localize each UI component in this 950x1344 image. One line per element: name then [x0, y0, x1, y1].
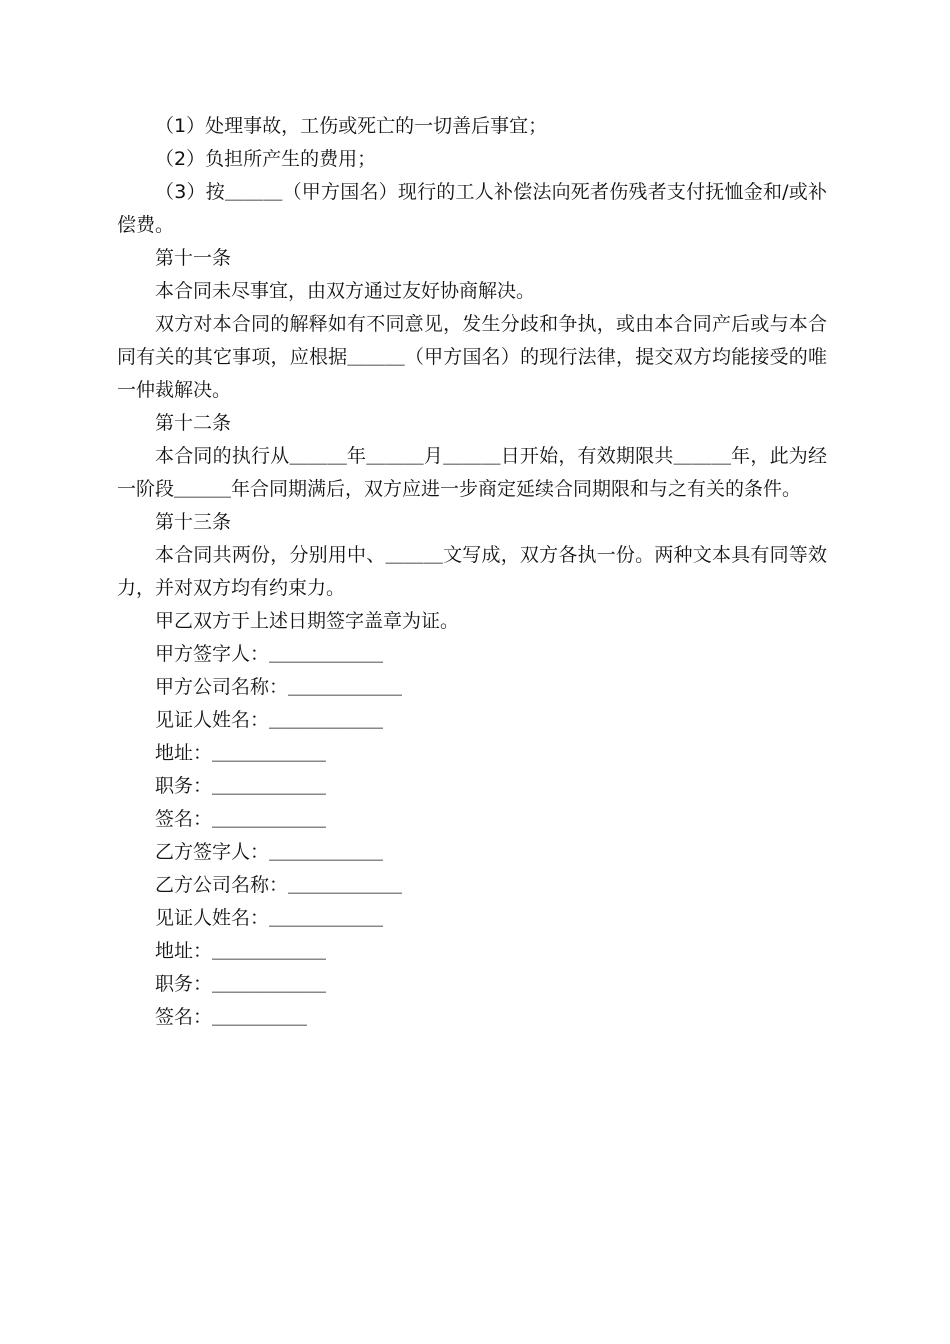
article-12-paragraph: 本合同的执行从＿＿＿年＿＿＿月＿＿＿日开始，有效期限共＿＿＿年，此为经一阶段＿＿＿年合同期满后，双方应进一步商定延续合同期限和与之有关的条件。: [117, 445, 827, 500]
clause-item-3: （3）按＿＿＿（甲方国名）现行的工人补偿法向死者伤残者支付抚恤金和/或补偿费。: [117, 181, 827, 236]
party-b-signatory-field: 乙方签字人：＿＿＿＿＿＿: [155, 841, 384, 863]
article-12-heading: 第十二条: [155, 412, 232, 434]
party-a-signatory-field: 甲方签字人：＿＿＿＿＿＿: [155, 643, 384, 665]
clause-item-2: （2）负担所产生的费用；: [155, 148, 377, 170]
attestation-statement: 甲乙双方于上述日期签字盖章为证。: [155, 610, 460, 632]
party-a-position-field: 职务：＿＿＿＿＿＿: [155, 775, 327, 797]
article-13-heading: 第十三条: [155, 511, 232, 533]
party-b-address-field: 地址：＿＿＿＿＿＿: [155, 940, 327, 962]
article-11-heading: 第十一条: [155, 247, 232, 269]
party-a-witness-name-field: 见证人姓名：＿＿＿＿＿＿: [155, 709, 384, 731]
party-a-signature-field: 签名：＿＿＿＿＿＿: [155, 808, 327, 830]
clause-item-1: （1）处理事故，工伤或死亡的一切善后事宜；: [155, 115, 548, 137]
article-13-paragraph: 本合同共两份，分别用中、＿＿＿文写成，双方各执一份。两种文本具有同等效力，并对双方均有约束力。: [117, 544, 827, 599]
party-b-signature-field: 签名：＿＿＿＿＿: [155, 1006, 308, 1028]
party-b-position-field: 职务：＿＿＿＿＿＿: [155, 973, 327, 995]
party-a-company-field: 甲方公司名称：＿＿＿＿＿＿: [155, 676, 403, 698]
party-a-address-field: 地址：＿＿＿＿＿＿: [155, 742, 327, 764]
document-body: [117, 110, 827, 1034]
article-11-paragraph-1: 本合同未尽事宜，由双方通过友好协商解决。: [155, 280, 536, 302]
party-b-witness-name-field: 见证人姓名：＿＿＿＿＿＿: [155, 907, 384, 929]
party-b-company-field: 乙方公司名称：＿＿＿＿＿＿: [155, 874, 403, 896]
article-11-paragraph-2: 双方对本合同的解释如有不同意见，发生分歧和争执，或由本合同产后或与本合同有关的其它事项，应根据＿＿＿（甲方国名）的现行法律，提交双方均能接受的唯一仲裁解决。: [117, 313, 827, 401]
